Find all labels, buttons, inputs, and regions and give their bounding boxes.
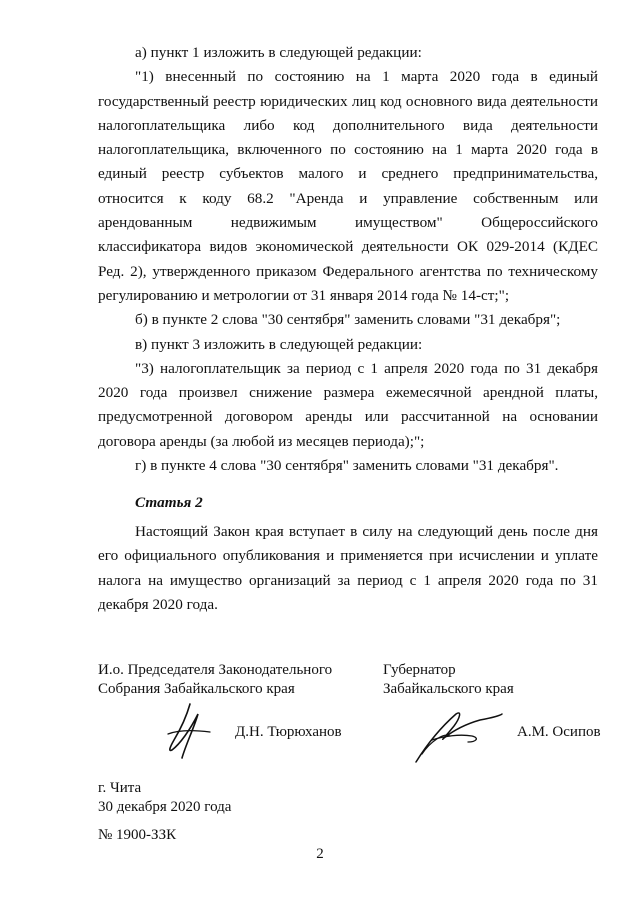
right-signature-image (410, 702, 506, 768)
place-date (98, 779, 231, 817)
left-title-line-2: Собрания Забайкальского края (98, 681, 295, 697)
left-signature-image (160, 700, 218, 762)
amendment-v-text: "3) налогоплательщик за период с 1 апреля 2020 года по 31 декабря 2020 года произвел снижение размера ежемесячной арендной платы, предусмотренной договором аренды или рассчитанной на основании договора аренды (за любой из месяцев периода);"; (98, 359, 598, 450)
left-signatory-name: Д.Н. Тюрюханов (235, 724, 342, 740)
left-title-line-1: И.о. Председателя Законодательного (98, 662, 333, 678)
amendment-v-intro: в) пункт 3 изложить в следующей редакции: (135, 335, 423, 353)
amendment-a-intro: а) пункт 1 изложить в следующей редакции: (135, 44, 422, 61)
page-number: 2 (316, 846, 324, 862)
article-heading: Статья 2 (135, 494, 203, 511)
right-signatory-title (383, 661, 514, 699)
article-body (98, 520, 598, 617)
amendment-b-text: б) в пункте 2 слова "30 сентября" заменить словами "31 декабря"; (135, 311, 561, 329)
right-signatory-name: А.М. Осипов (517, 724, 601, 740)
left-signatory-title (98, 661, 332, 699)
right-title-line-1: Губернатор (383, 662, 456, 678)
article-text: Настоящий Закон края вступает в силу на следующий день после дня его официального опубликования и применяется при исчислении и уплате налога на имущество организаций за период с 1 апреля 2020 года по 31 декабря 2020 года. (98, 523, 598, 613)
date: 30 декабря 2020 года (98, 799, 232, 815)
amendments-block (98, 41, 598, 478)
law-number: № 1900-ЗЗК (98, 827, 177, 843)
amendment-a-text: "1) внесенный по состоянию на 1 марта 2020 года в единый государственный реестр юридических лиц код основного вида деятельности налогоплательщика либо код дополнительного вида деятельности налогоплательщика, включенного по состоянию на 1 марта 2020 года в единый реестр субъектов малого и среднего предпринимательства, относится к коду 68.2 "Аренда и управление собственным или арендованным недвижимым имуществом" Общероссийского классификатора видов экономической деятельности ОК 029-2014 (КДЕС Ред. 2), утвержденного приказом Федерального агентства по техническому регулированию и метрологии от 31 января 2014 года № 14-ст;"; (98, 68, 598, 304)
city: г. Чита (98, 780, 142, 796)
right-title-line-2: Забайкальского края (383, 681, 514, 697)
amendment-g-text: г) в пункте 4 слова "30 сентября" заменить словами "31 декабря". (135, 457, 559, 475)
